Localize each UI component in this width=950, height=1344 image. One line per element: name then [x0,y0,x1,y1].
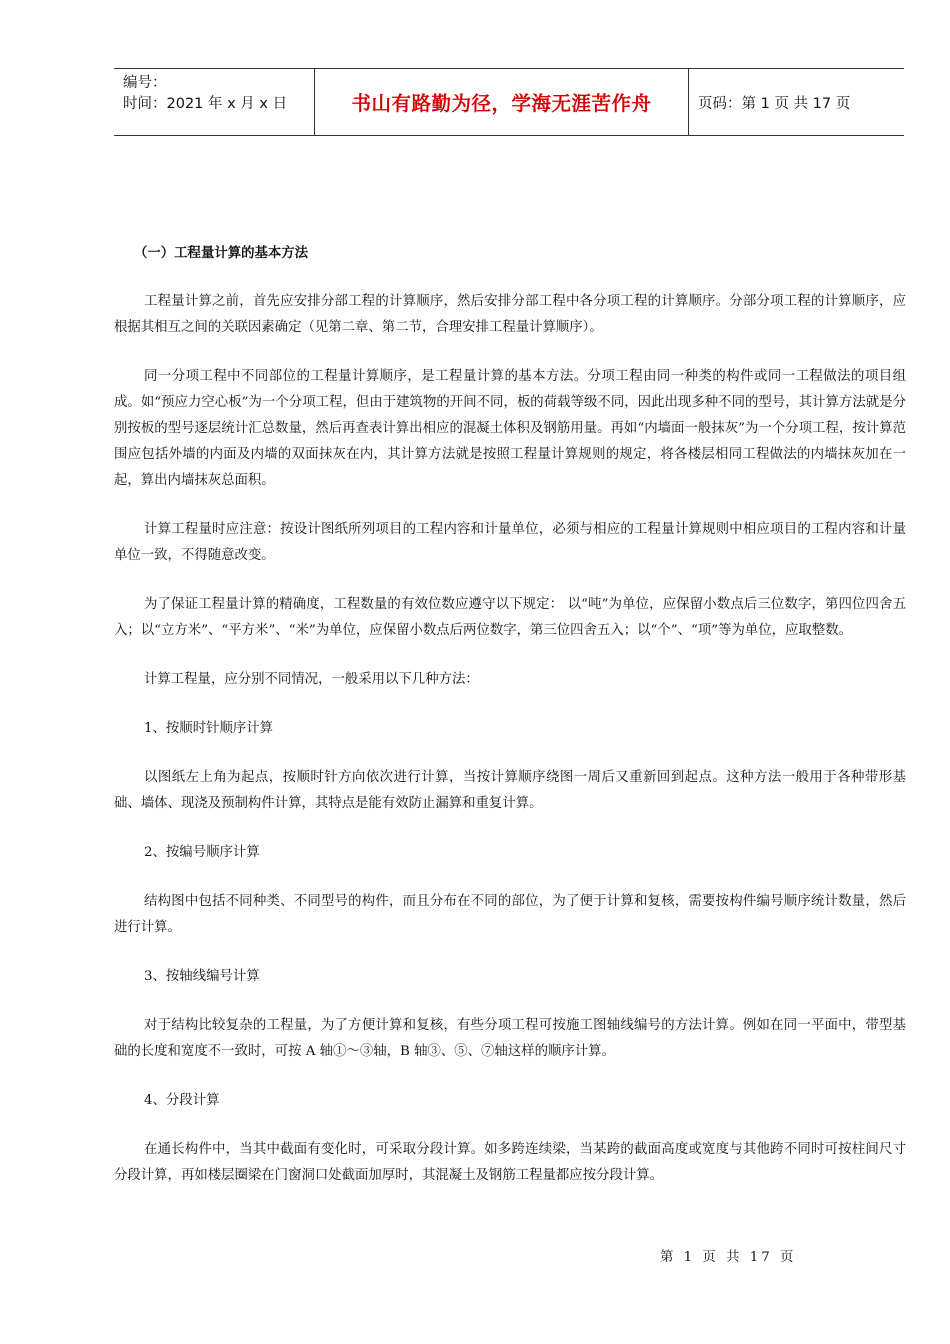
method-text: 结构图中包括不同种类、不同型号的构件，而且分布在不同的部位，为了便于计算和复核，需要按构件编号顺序统计数量，然后进行计算。 [114,894,906,935]
method-text: 在通长构件中，当其中截面有变化时，可采取分段计算。如多跨连续梁，当某跨的截面高度或宽度与其他跨不同时可按柱间尺寸分段计算，再如楼层圈梁在门窗洞口处截面加厚时，其混凝土及钢筋工程量都应按分段计算。 [114,1142,906,1183]
header-page-number: 页码：第 1 页 共 17 页 [698,95,851,112]
method-heading: 2、按编号顺序计算 [144,845,260,860]
method-text: 对于结构比较复杂的工程量，为了方便计算和复核，有些分项工程可按施工图轴线编号的方法计算。例如在同一平面中，带型基础的长度和宽度不一致时，可按 A 轴①～③轴，B 轴③、⑤、⑦轴这样的顺序计算。 [114,1018,906,1059]
method-heading: 3、按轴线编号计算 [144,969,260,984]
method-heading: 1、按顺时针顺序计算 [144,721,274,736]
method-text: 以图纸左上角为起点，按顺时针方向依次进行计算，当按计算顺序绕图一周后又重新回到起点。这种方法一般用于各种带形基础、墙体、现浇及预制构件计算，其特点是能有效防止漏算和重复计算。 [114,770,906,811]
section-title: （一）工程量计算的基本方法 [134,245,309,261]
document-header [114,68,904,136]
paragraph: 为了保证工程量计算的精确度，工程数量的有效位数应遵守以下规定： 以“吨”为单位，应保留小数点后三位数字，第四位四舍五入；以“立方米”、“平方米”、“米”为单位，应保留小数点后两位数字，第三位四舍五入；以“个”、“项”等为单位，应取整数。 [114,597,906,638]
document-number-label: 编号： [123,75,167,91]
paragraph: 计算工程量，应分别不同情况，一般采用以下几种方法： [144,672,479,687]
footer-page-info: 第 1 页 共 17 页 [660,1250,797,1265]
document-time-label: 时间：2021 年 x 月 x 日 [123,96,288,112]
method-heading: 4、分段计算 [144,1093,220,1108]
paragraph: 同一分项工程中不同部位的工程量计算顺序，是工程量计算的基本方法。分项工程由同一种类的构件或同一工程做法的项目组成。如“预应力空心板”为一个分项工程，但由于建筑物的开间不同，板的荷载等级不同，因此出现多种不同的型号，其计算方法就是分别按板的型号逐层统计汇总数量，然后再查表计算出相应的混凝土体积及钢筋用量。再如“内墙面一般抹灰”为一个分项工程，按计算范围应包括外墙的内面及内墙的双面抹灰在内，其计算方法就是按照工程量计算规则的规定，将各楼层相同工程做法的内墙抹灰加在一起，算出内墙抹灰总面积。 [114,369,906,488]
header-motto: 书山有路勤为径，学海无涯苦作舟 [315,69,689,135]
paragraph: 工程量计算之前，首先应安排分部工程的计算顺序，然后安排分部工程中各分项工程的计算顺序。分部分项工程的计算顺序，应根据其相互之间的关联因素确定（见第二章、第二节，合理安排工程量计算顺序）。 [114,294,906,335]
header-meta-cell [114,69,315,135]
paragraph: 计算工程量时应注意：按设计图纸所列项目的工程内容和计量单位，必须与相应的工程量计算规则中相应项目的工程内容和计量单位一致，不得随意改变。 [114,522,906,563]
document-body [114,240,906,1212]
